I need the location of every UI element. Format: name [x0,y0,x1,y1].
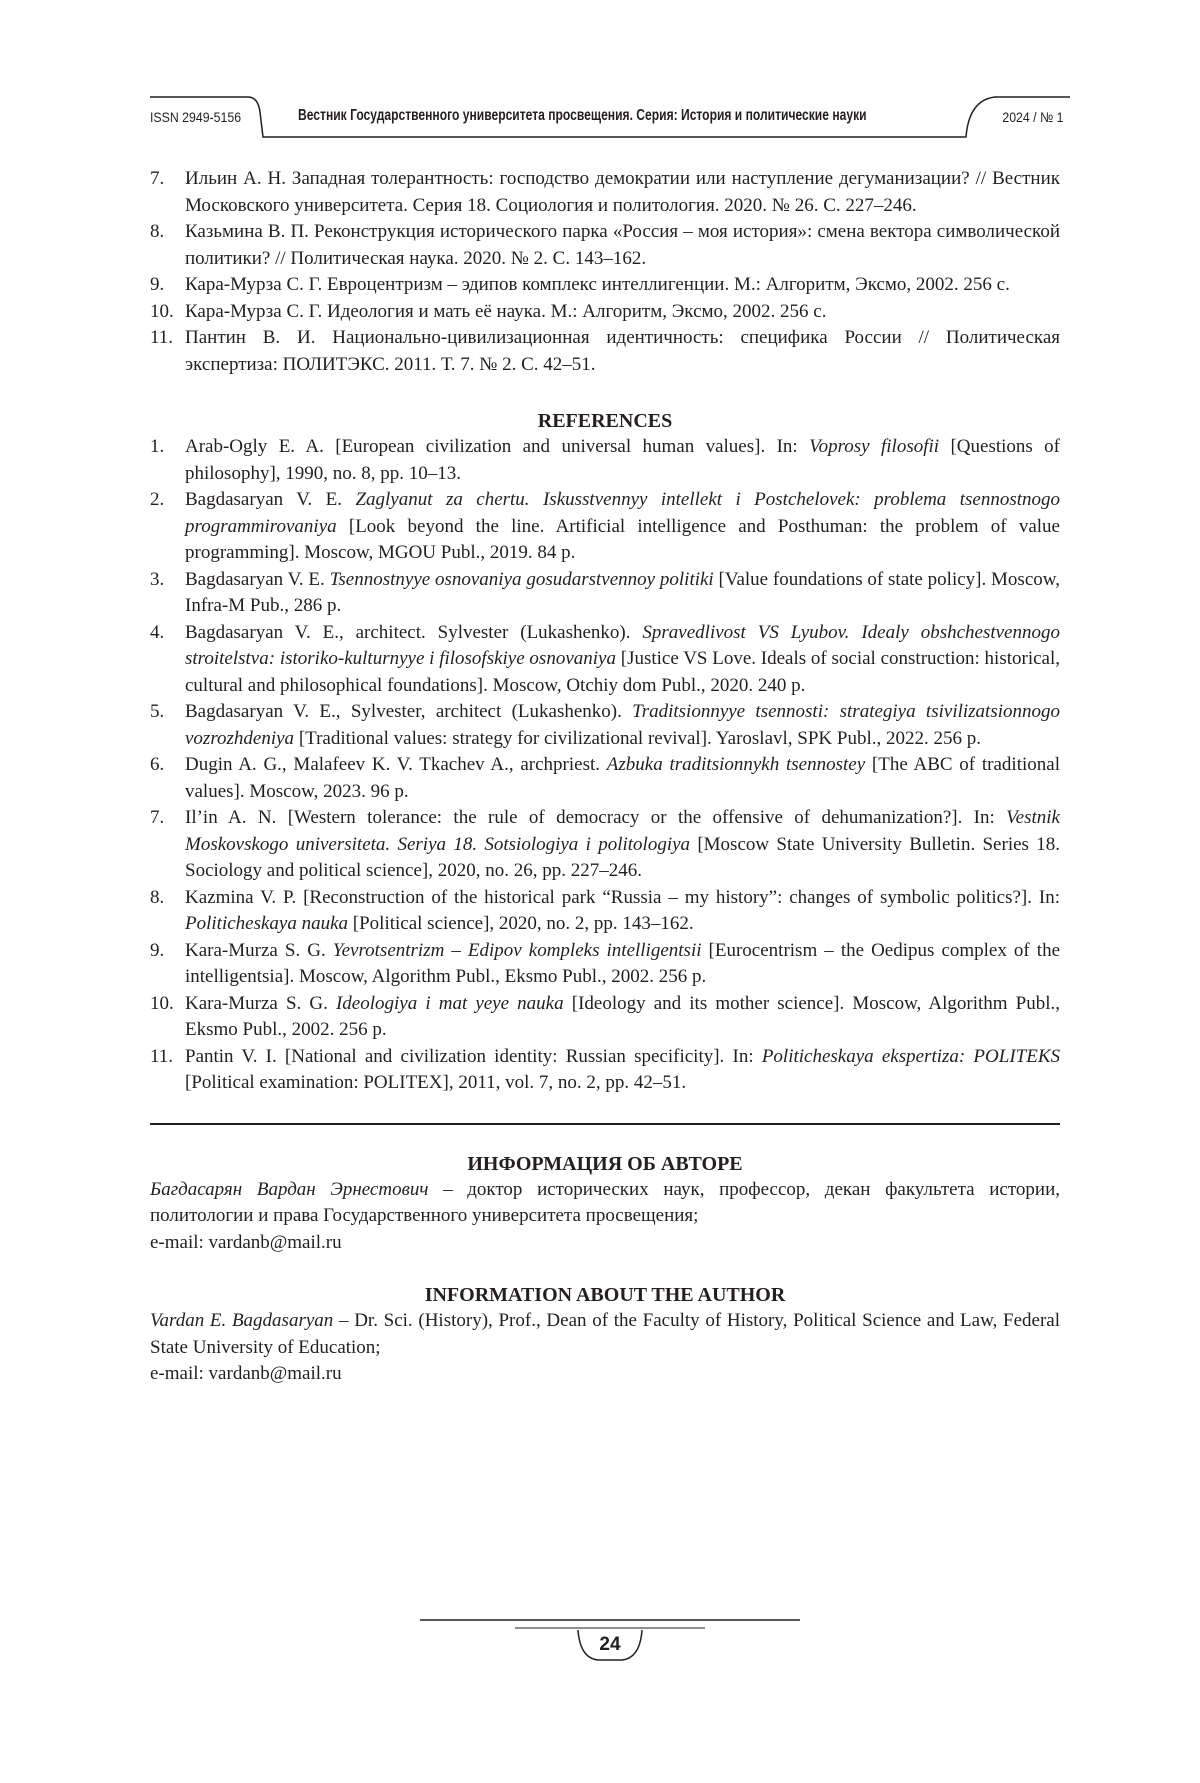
author-email-ru: e-mail: vardanb@mail.ru [150,1231,342,1253]
item-text: Pantin V. I. [National and civilization identity: Russian specificity]. In: [185,1045,762,1067]
author-desc-en: – Dr. Sci. (History), Prof., Dean of the Faculty of History, Political Science and Law, Federal State University of Education; [150,1310,1060,1358]
item-italic-title: Tsennostnyye osnovaniya gosudarstvennoy politiki [329,568,714,590]
item-italic-title: Politicheskaya nauka [185,913,349,934]
item-text: Bagdasaryan V. E., architect. Sylvester (Lukashenko). [185,621,643,643]
item-text: [Moscow State University Bulletin. Series 18. Sociology and political science], 2020, no. 26, pp. 227–246. [185,833,1060,881]
list-item [150,166,1060,219]
item-text: [The ABC of traditional values]. Moscow, 2023. 96 p. [185,754,1060,802]
item-number: 9. [150,939,165,961]
list-item [150,434,1060,487]
item-number: 11. [150,1045,174,1067]
list-item [150,752,1060,805]
author-name-en: Vardan E. Bagdasaryan [150,1310,334,1331]
item-italic-title: Voprosy filosofii [809,436,940,457]
item-text: [Traditional values: strategy for civilizational revival]. Yaroslavl, SPK Publ., 2022. 256 p. [294,727,981,749]
list-item [150,567,1060,620]
item-number: 5. [150,701,165,722]
item-number: 8. [150,221,165,242]
item-text: Кара-Мурза С. Г. Идеология и мать её наука. М.: Алгоритм, Эксмо, 2002. 256 с. [185,300,827,322]
item-number: 6. [150,754,165,775]
list-item [150,299,1060,326]
item-text: [Justice VS Love. Ideals of social construction: historical, cultural and philosophical foundations]. Moscow, Otchiy dom Publ., 2020. 240 p. [185,648,1060,696]
item-number: 10. [150,300,174,322]
list-item [150,805,1060,885]
item-text: Bagdasaryan V. E., Sylvester, architect (Lukashenko). [185,701,633,722]
list-item [150,885,1060,938]
item-text: [Political examination: POLITEX], 2011, vol. 7, no. 2, pp. 42–51. [185,1072,687,1093]
item-number: 1. [150,436,165,457]
item-text: Казьмина В. П. Реконструкция исторического парка «Россия – моя история»: смена вектора символической политики? // Политическая наука. 2020. № 2. С. 143–162. [185,221,1060,269]
item-number: 7. [150,807,165,828]
item-number: 4. [150,621,165,643]
item-italic-title: Azbuka traditsionnykh tsennostey [606,754,866,775]
list-item [150,699,1060,752]
list-item [150,620,1060,700]
item-number: 2. [150,489,165,510]
item-italic-title: Vestnik Moskovskogo universiteta. Seriya 18. Sotsiologiya i politologiya [185,807,1060,855]
russian-references-list [150,166,1060,378]
section-divider [150,1123,1060,1125]
author-info-en [150,1308,1060,1361]
item-text: Kazmina V. P. [Reconstruction of the historical park “Russia – my history”: changes of symbolic politics?]. In: [185,886,1060,908]
list-item [150,487,1060,567]
author-desc-ru: – доктор исторических наук, профессор, декан факультета истории, политологии и права Государственного университета просвещения; [150,1178,1060,1226]
item-italic-title: Traditsionnyye tsennosti: strategiya tsivilizatsionnogo vozrozhdeniya [185,701,1060,749]
item-text: [Value foundations of state policy]. Moscow, Infra-M Pub., 286 p. [185,568,1060,616]
item-number: 7. [150,168,165,189]
list-item [150,938,1060,991]
english-references-list [150,434,1060,1097]
item-text: Ильин А. Н. Западная толерантность: господство демократии или наступление дегуманизации? // Вестник Московского университета. Серия 18. Социология и политология. 2020. № 26. С. 227–246. [185,168,1060,216]
item-text: Bagdasaryan V. E. [185,489,356,510]
author-email-en: e-mail: vardanb@mail.ru [150,1363,342,1384]
item-number: 9. [150,274,165,295]
item-text: Кара-Мурза С. Г. Евроцентризм – эдипов комплекс интеллигенции. М.: Алгоритм, Эксмо, 2002. 256 с. [185,274,1010,295]
item-text: [Look beyond the line. Artificial intelligence and Posthuman: the problem of value programming]. Moscow, MGOU Publ., 2019. 84 p. [185,515,1060,563]
item-text: Bagdasaryan V. E. [185,568,330,590]
item-italic-title: Yevrotsentrizm – Edipov kompleks intelligentsii [332,939,702,961]
item-number: 3. [150,568,165,590]
list-item [150,325,1060,378]
item-number: 8. [150,886,165,908]
item-text: [Questions of philosophy], 1990, no. 8, pp. 10–13. [185,436,1061,484]
item-text: [Political science], 2020, no. 2, pp. 143–162. [348,913,694,934]
item-italic-title: Zaglyanut za chertu. Iskusstvennyy intellekt i Postchelovek: problema tsennostnogo programmirovaniya [185,489,1060,537]
page-content [150,166,1060,1388]
item-number: 11. [150,327,174,348]
list-item [150,991,1060,1044]
item-text: Kara-Murza S. G. [185,939,333,961]
item-text: [Ideology and its mother science]. Moscow, Algorithm Publ., Eksmo Publ., 2002. 256 p. [185,992,1060,1040]
running-header [150,92,1070,142]
author-info-heading-ru: ИНФОРМАЦИЯ ОБ АВТОРЕ [467,1152,743,1175]
author-info-ru [150,1177,1060,1230]
author-info-heading-en: INFORMATION ABOUT THE AUTHOR [424,1284,786,1306]
item-text: Arab-Ogly E. A. [European civilization and universal human values]. In: [185,436,810,457]
page-number: 24 [599,1634,621,1655]
item-italic-title: Spravedlivost VS Lyubov. Idealy obshchestvennogo stroitelstva: istoriko-kulturnyye i filosofskiye osnovaniya [185,621,1060,669]
item-number: 10. [150,992,174,1014]
author-name-ru: Багдасарян Вардан Эрнестович [150,1178,429,1200]
issn: ISSN 2949-5156 [150,109,242,125]
list-item [150,219,1060,272]
issue-number: 2024 / № 1 [1002,109,1064,125]
item-text: Kara-Murza S. G. [185,992,336,1014]
list-item [150,272,1060,299]
list-item [150,1044,1060,1097]
item-text: Dugin A. G., Malafeev K. V. Tkachev A., archpriest. [185,754,607,775]
item-text: [Eurocentrism – the Oedipus complex of the intelligentsia]. Moscow, Algorithm Publ., Eksmo Publ., 2002. 256 p. [185,939,1060,987]
journal-title: Вестник Государственного университета просвещения. Серия: История и политические науки [298,107,867,124]
item-text: Пантин В. И. Национально-цивилизационная идентичность: специфика России // Политическая экспертиза: ПОЛИТЭКС. 2011. Т. 7. № 2. С. 42–51. [185,327,1060,375]
item-text: Il’in A. N. [Western tolerance: the rule of democracy or the offensive of dehumanization?]. In: [185,807,1007,828]
item-italic-title: Politicheskaya ekspertiza: POLITEKS [761,1045,1060,1067]
references-heading: REFERENCES [537,410,673,432]
item-italic-title: Ideologiya i mat yeye nauka [335,992,564,1014]
page-footer [420,1618,800,1688]
